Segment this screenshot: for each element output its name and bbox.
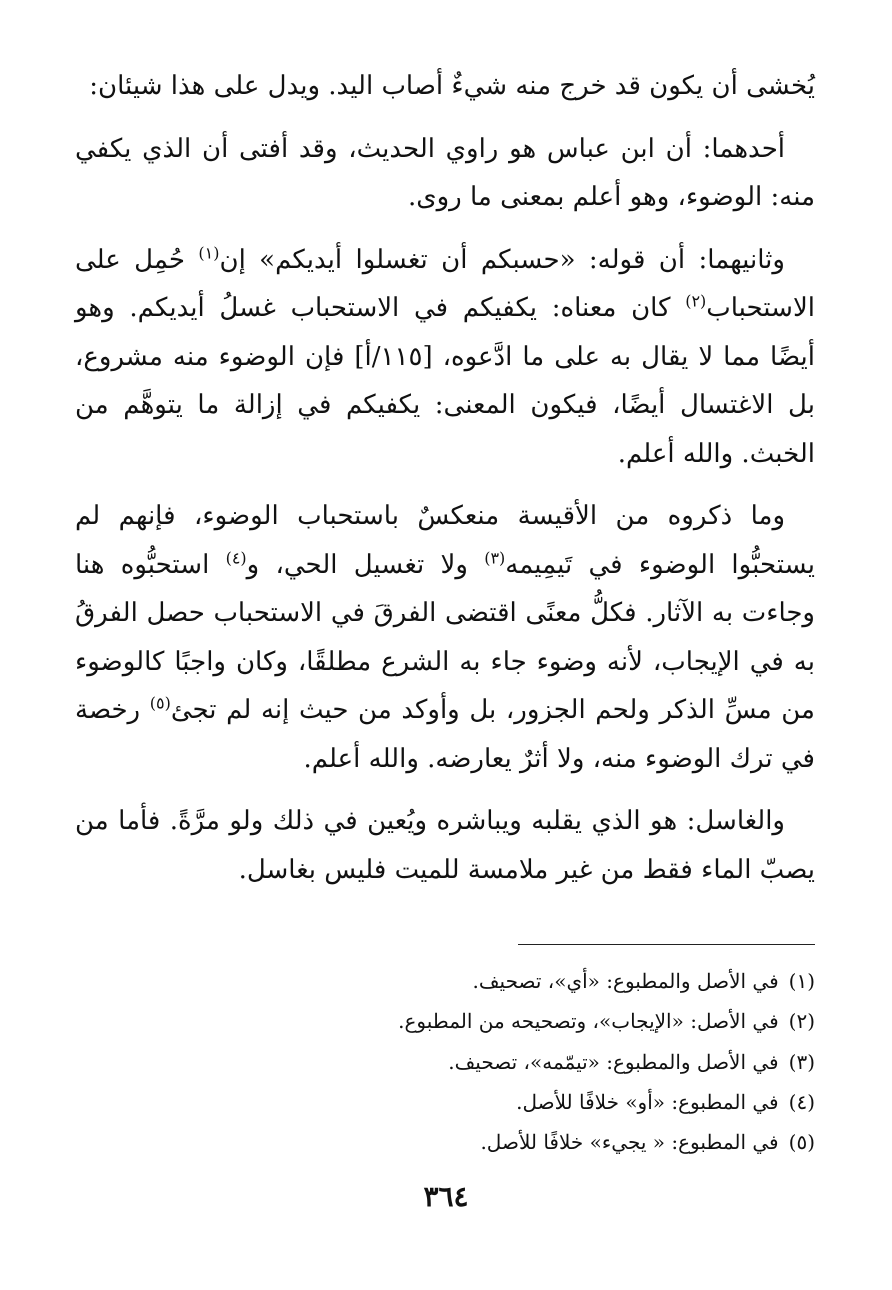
footnote-3 bbox=[115, 1042, 815, 1082]
paragraph-1 bbox=[75, 62, 815, 111]
footnote-number: (٣) bbox=[788, 1049, 815, 1074]
footnotes bbox=[115, 961, 815, 1162]
footnote-ref-4[interactable]: (٤) bbox=[225, 547, 247, 567]
paragraph-4-text-c: استحبُّوه هنا وجاءت به الآثار. فكلُّ معنًى اقتضى الفرقَ في الاستحباب حصل الفرقُ به في الإيجاب، لأنه وضوء جاء به الشرع مطلقًا، وكان واجبًا كالوضوء من مسِّ الذكر ولحم الجزور، بل وأوكد من حيث إنه لم تجئ bbox=[75, 549, 815, 725]
paragraph-3 bbox=[75, 236, 815, 479]
paragraph-4-text-a: وما ذكروه من الأقيسة منعكسٌ باستحباب الوضوء، فإنهم لم يستحبُّوا الوضوء في تَيمِيمه bbox=[75, 501, 815, 580]
paragraph-1-text: يُخشى أن يكون قد خرج منه شيءٌ أصاب اليد. ويدل على هذا شيئان: bbox=[89, 71, 815, 101]
footnote-number: (٢) bbox=[788, 1009, 815, 1034]
paragraph-4-text-b: ولا تغسيل الحي، و bbox=[246, 549, 485, 580]
footnote-5 bbox=[115, 1122, 815, 1162]
paragraph-3-text-a: وثانيهما: أن قوله: «حسبكم أن تغسلوا أيديكم» إن bbox=[219, 244, 785, 275]
footnote-text: في الأصل والمطبوع: «تيمّمه»، تصحيف. bbox=[448, 1049, 779, 1074]
footnote-number: (١) bbox=[788, 969, 815, 993]
paragraph-4-text-d: رخصة في ترك الوضوء منه، ولا أثرٌ يعارضه. والله أعلم. bbox=[75, 695, 815, 774]
footnote-4 bbox=[115, 1082, 815, 1122]
paragraph-2 bbox=[75, 125, 815, 222]
footnote-text: في المطبوع: « يجيء» خلافًا للأصل. bbox=[480, 1130, 779, 1155]
page-number: ٣٦٤ bbox=[423, 1180, 469, 1213]
paragraph-5 bbox=[75, 797, 815, 894]
footnote-number: (٤) bbox=[788, 1089, 815, 1114]
footnote-ref-5[interactable]: (٥) bbox=[149, 693, 171, 713]
page-body bbox=[75, 62, 815, 908]
paragraph-5-text: والغاسل: هو الذي يقلبه ويباشره ويُعين في ذلك ولو مرَّةً. فأما من يصبّ الماء فقط من غير ملامسة للميت فليس بغاسل. bbox=[75, 806, 815, 885]
footnote-number: (٥) bbox=[788, 1130, 815, 1155]
paragraph-4 bbox=[75, 492, 815, 783]
footnote-ref-3[interactable]: (٣) bbox=[484, 547, 506, 567]
footnote-ref-2[interactable]: (٢) bbox=[685, 291, 707, 311]
paragraph-2-text: أحدهما: أن ابن عباس هو راوي الحديث، وقد أفتى أن الذي يكفي منه: الوضوء، وهو أعلم بمعنى ما روى. bbox=[75, 133, 815, 212]
paragraph-3-text-c: كان معناه: يكفيكم في الاستحباب غسلُ أيديكم. وهو أيضًا مما لا يقال به على ما ادَّعوه، [١١٥/أ] فإن الوضوء منه مشروع، بل الاغتسال أيضًا، فيكون المعنى: يكفيكم في إزالة ما يتوهَّم من الخبث. والله أعلم. bbox=[75, 293, 815, 469]
footnote-text: في الأصل: «الإيجاب»، وتصحيحه من المطبوع. bbox=[398, 1009, 779, 1034]
footnote-2 bbox=[115, 1001, 815, 1041]
footnote-separator bbox=[518, 944, 815, 945]
footnote-text: في الأصل والمطبوع: «أي»، تصحيف. bbox=[472, 969, 779, 993]
footnote-text: في المطبوع: «أو» خلافًا للأصل. bbox=[516, 1089, 779, 1114]
paragraph-3-text-b: حُمِل على الاستحباب bbox=[75, 244, 815, 323]
footnote-1 bbox=[115, 961, 815, 1001]
footnote-ref-1[interactable]: (١) bbox=[198, 242, 220, 262]
